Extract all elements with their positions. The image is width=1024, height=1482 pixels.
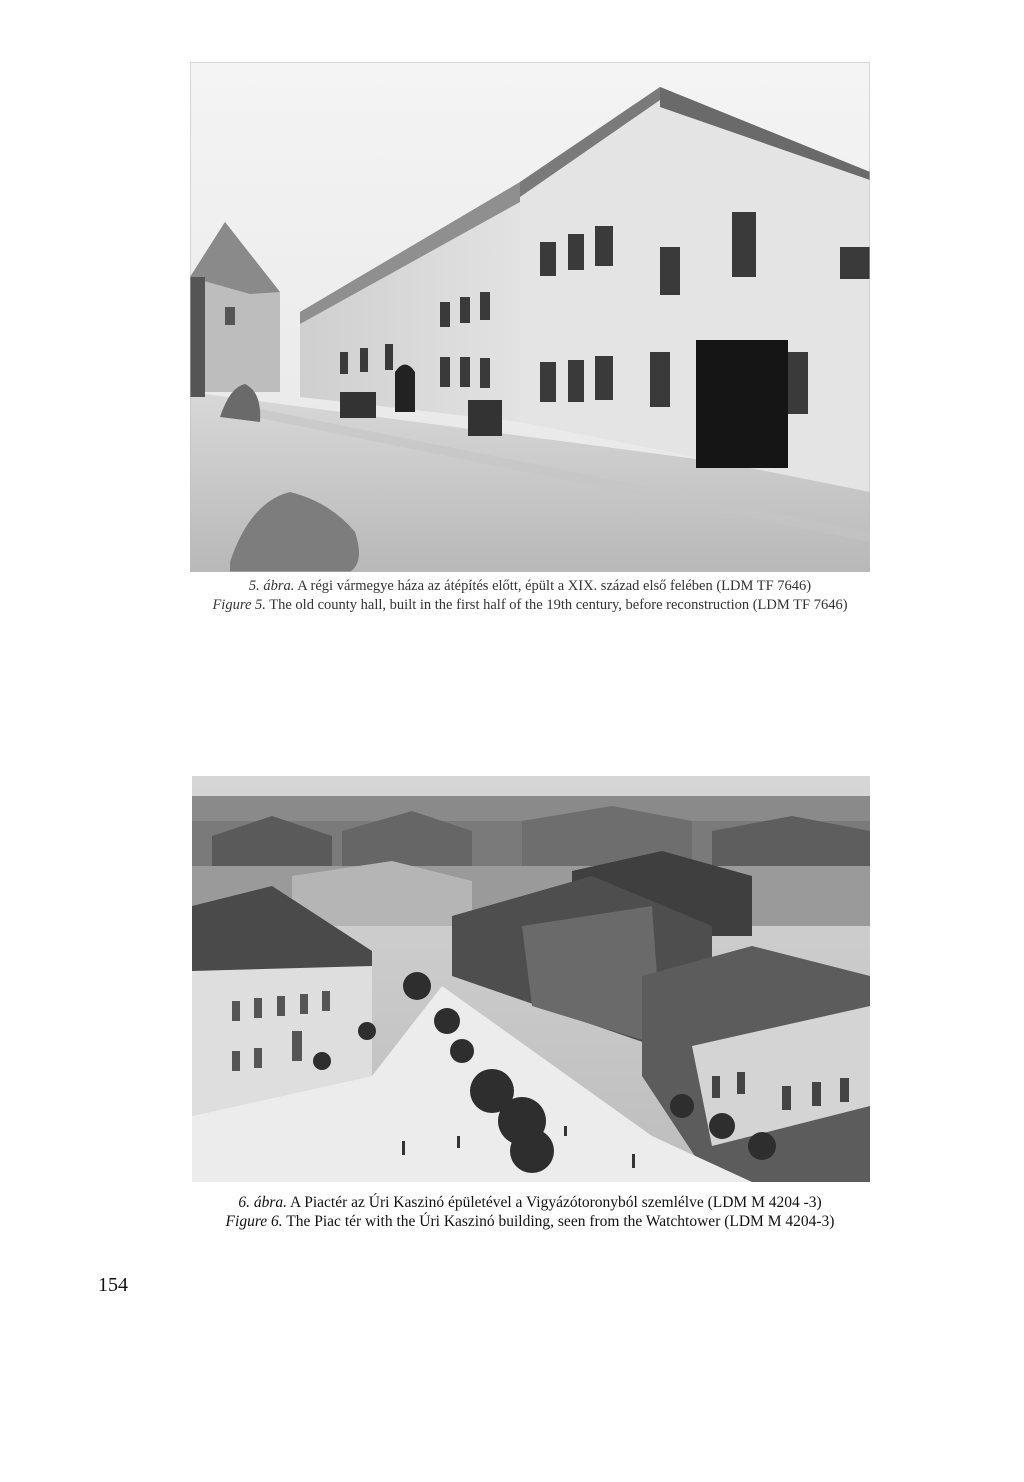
figure-6-caption-hu <box>140 1193 920 1212</box>
figure-5-caption <box>140 577 920 615</box>
figure-6-label-hu: 6. ábra. <box>238 1194 287 1211</box>
figure-5-photo <box>190 62 870 572</box>
figure-5-text-hu: A régi vármegye háza az átépítés előtt, épült a XIX. század első felében (LDM TF 7646) <box>297 578 812 594</box>
figure-5-label-en: Figure 5. <box>212 597 266 613</box>
figure-5-caption-en <box>140 596 920 615</box>
figure-5-caption-hu <box>140 577 920 596</box>
figure-5-label-hu: 5. ábra. <box>248 578 295 594</box>
page-number: 154 <box>98 1274 128 1296</box>
figure-6-text-en: The Piac tér with the Úri Kaszinó building, seen from the Watchtower (LDM M 4204-3) <box>286 1213 835 1230</box>
figure-6-photo <box>192 776 870 1182</box>
figure-6-caption-en <box>140 1212 920 1231</box>
figure-5-text-en: The old county hall, built in the first half of the 19th century, before reconstruction (LDM TF 7646) <box>269 597 848 613</box>
figure-6-label-en: Figure 6. <box>225 1213 283 1230</box>
figure-6-text-hu: A Piactér az Úri Kaszinó épületével a Vigyázótoronyból szemlélve (LDM M 4204 -3) <box>290 1194 822 1211</box>
figure-6-caption <box>140 1193 920 1231</box>
